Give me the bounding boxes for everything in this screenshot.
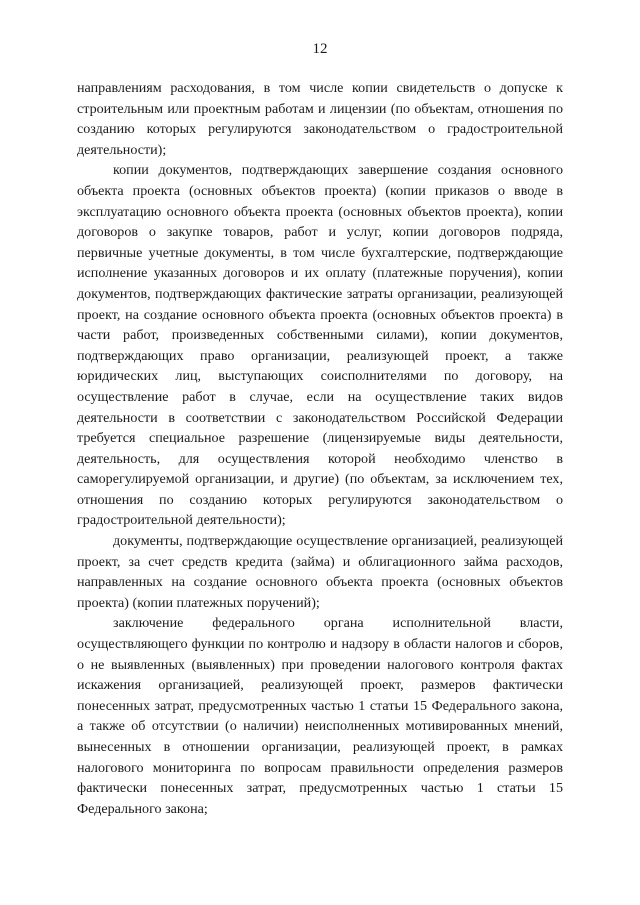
paragraph-credit-documents: документы, подтверждающие осуществление организацией, реализующей проект, за счет средств кредита (займа) и облигационного займа расходов, направленных на создание основного объекта проекта (основных объектов проекта) (копии платежных поручений); [77,533,563,611]
page-number: 12 [312,41,328,57]
paragraph-continuation: направлениям расходования, в том числе копии свидетельств о допуске к строительным или проектным работам и лицензии (по объектам, отношения по созданию которых регулируются законодательством о градостроительной деятельности); [77,80,563,158]
paragraph-completion-documents: копии документов, подтверждающих завершение создания основного объекта проекта (основных объектов проекта) (копии приказов о вводе в эксплуатацию основного объекта проекта (основных объектов проекта), копии договоров о закупке товаров, работ и услуг, копии договоров подряда, первичные учетные документы, в том числе бухгалтерские, подтверждающие исполнение указанных договоров и их оплату (платежные поручения), копии документов, подтверждающих фактические затраты организации, реализующей проект, на создание основного объекта проекта (основных объектов проекта) в части работ, произведенных собственными силами), копии документов, подтверждающих право организации, реализующей проект, а также юридических лиц, выступающих соисполнителями по договору, на осуществление работ в случае, если на осуществление таких видов деятельности в соответствии с законодательством Российской Федерации требуется специальное разрешение (лицензируемые виды деятельности, деятельность, для осуществления которой необходимо членство в саморегулируемой организации, и другие) (по объектам, за исключением тех, отношения по созданию которых регулируются законодательством о градостроительной деятельности); [77,162,563,529]
document-body [77,78,563,819]
paragraph-tax-authority-conclusion: заключение федерального органа исполнительной власти, осуществляющего функции по контролю и надзору в области налогов и сборов, о не выявленных (выявленных) при проведении налогового контроля фактах искажения организацией, реализующей проект, размеров фактически понесенных затрат, предусмотренных частью 1 статьи 15 Федерального закона, а также об отсутствии (о наличии) неисполненных мотивированных мнений, вынесенных в отношении организации, реализующей проект, в рамках налогового мониторинга по вопросам правильности определения размеров фактически понесенных затрат, предусмотренных частью 1 статьи 15 Федерального закона; [77,615,563,817]
